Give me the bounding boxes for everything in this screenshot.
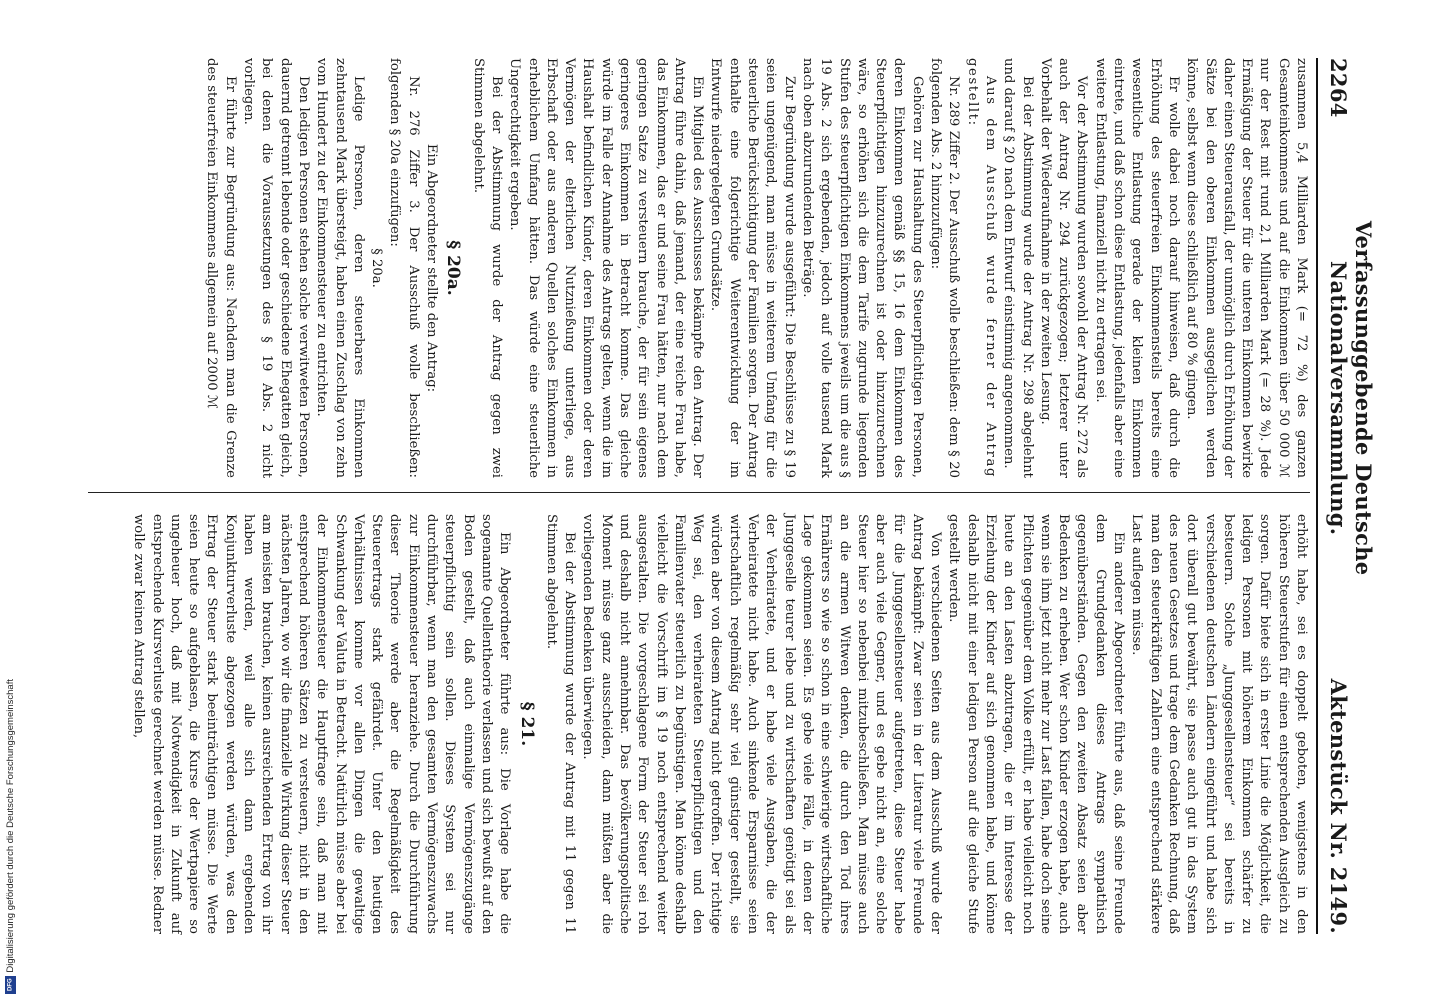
motion-text: Ledige Personen, deren steuerbares Einkommen zehntausend Mark übersteigt, haben einen Zuschlag von zehn vom Hundert zu der Einkommensteuer zu entrichten.	[314, 58, 366, 478]
paragraph: Ein anderer Abgeordneter führte aus, daß seine Freunde dem Grundgedanken dieses Antrags sympathisch gegenüberständen. Gegen den zweiten Absatz seien aber Bedenken zu erheben. Wer schon Kinder erzogen habe, auch wenn sie ihm jetzt nicht mehr zur Last fallen, habe doch seine Pflichten gegenüber dem Volke erfüllt, er habe vielleicht noch heute an den Lasten abzutragen, die er im Interesse der Erziehung der Kinder auf sich genommen habe, und könne deshalb nicht mit einer ledigen Person auf die gleiche Stufe gestellt werden.	[946, 514, 1127, 934]
column-divider	[88, 492, 1310, 493]
paragraph: Aus dem Ausschuß wurde ferner der Antrag gestellt:	[964, 58, 998, 478]
subsection-heading: § 20a.	[369, 248, 385, 288]
motion-text: Den ledigen Personen stehen solche verwitweten Personen, dauernd getrennt lebende oder geschiedene Ehegatten gleich, bei denen die Voraussetzungen des § 19 Abs. 2 nicht vorliegen.	[241, 58, 311, 478]
paragraph: Bei der Abstimmung wurde der Antrag gegen zwei Stimmen abgelehnt.	[470, 58, 504, 478]
page-title: Verfassunggebende Deutsche Nationalversammlung.	[1326, 220, 1376, 576]
page-header	[1326, 58, 1376, 934]
right-column	[129, 514, 1310, 934]
header-rule	[1316, 58, 1318, 934]
document-reference: Aktenstück Nr. 2149.	[1326, 678, 1351, 934]
page-number: 2264	[1326, 58, 1351, 118]
left-column	[202, 58, 1310, 478]
digitization-footer	[4, 606, 16, 994]
paragraph: Ein Abgeordneter führte aus: Die Vorlage habe die sogenannte Quellentheorie verlassen und sich bewußt auf den Boden gestellt, daß auch einmalige Vermögenszugänge steuerpflichtig sein sollen. Dieses System sei nur durchführbar, wenn man den gesamten Vermögenszuwachs zur Einkommensteuer heranziehe. Durch die Durchführung dieser Theorie werde aber die Regelmäßigkeit des Steuerertrags stark gefährdet. Unter den heutigen Verhältnissen komme vor allen Dingen die gewaltige Schwankung der Valuta in Betracht. Natürlich müsse aber bei der Einkommensteuer die Hauptfrage sein, daß man mit entsprechend höheren Sätzen zu versteuern, nicht in den nächsten Jahren, wo wir die finanzielle Wirkung dieser Steuer am meisten brauchen, keinen ausreichenden Ertrag von ihr haben werden, weil alle sich dann ergebenden Konjunkturverluste abgezogen werden würden, was den Ertrag der Steuer stark beeinträchtigen müsse. Die Werte seien heute so aufgeblasen, die Kurse der Wertpapiere so ungeheuer hoch, daß mit Notwendigkeit in Zukunft auf entsprechende Kursverluste gerechnet werden müsse. Redner wolle zwar keinen Antrag stellen,	[131, 514, 513, 934]
paragraph: Von verschiedenen Seiten aus dem Ausschuß wurde der Antrag bekämpft: Zwar seien in der Literatur viele Freunde für die Junggesellensteuer aufgetreten, diese Steuer habe aber auch viele Gegner, und es gebe nicht an, eine solche Steuer hier so nebenbei mitzubeschließen. Man müsse auch an die armen Witwen denken, die durch den Tod ihres Ernährers so wie so schon in eine schwierige wirtschaftliche Lage gekommen seien. Es gebe viele Fälle, in denen der Junggeselle teurer lebe und zu wirtschaften genötigt sei als der Verheiratete, und er habe viele Ausgaben, die der Verheiratete nicht habe. Auch sinkende Ersparnisse seien wirtschaftlich regelmäßig sehr viel günstiger gestellt, sie würden aber von diesem Antrag nicht getroffen. Der richtige Weg sei, den verheirateten Steuerpflichtigen und den Familienvater steuerlich zu begünstigen. Man könne deshalb vielleicht die Vorschrift im § 19 noch entsprechend weiter ausgestalten. Die vorgeschlagene Form der Steuer sei roh und deshalb nicht annehmbar. Das bevölkerungspolitische Moment müsse ganz ausscheiden, dann müßten aber die vorliegenden Bedenken überwiegen.	[580, 514, 944, 934]
motion-paragraph: Nr. 289 Ziffer 2. Der Ausschuß wolle beschließen: dem § 20 folgenden Abs. 2 hinzuzufügen:	[928, 58, 962, 478]
motion-paragraph: Nr. 276 Ziffer 3. Der Ausschuß wolle beschließen: folgenden § 20a einzufügen:	[387, 58, 421, 478]
dfg-logo: DFG	[5, 976, 16, 994]
paragraph: Bei der Abstimmung wurde der Antrag mit 11 gegen 11 Stimmen abgelehnt.	[543, 514, 578, 934]
paragraph: Bei der Abstimmung wurde der Antrag Nr. 298 abgelehnt und darauf § 20 nach dem Entwurf einstimmig angenommen.	[1001, 58, 1035, 478]
paragraph: Er wolle dabei noch darauf hinweisen, daß durch die Erhöhung des steuerfreien Einkommensteils bereits eine wesentliche Entlastung gerade der kleinen Einkommen eintrete, und daß schon diese Entlastung, jedenfalls aber eine weitere Entlastung, finanziell nicht zu ertragen sei.	[1092, 58, 1181, 478]
motion-text: Gehören zur Haushaltung des Steuerpflichtigen Personen, deren Einkommen gemäß §§ 15, 16 dem Einkommen des Steuerpflichtigen hinzuzurechnen ist oder hinzuzurechnen wäre, so erhöhen sich die dem Tarife zugrunde liegenden Stufen des steuerpflichtigen Einkommens jeweils um die aus § 19 Abs. 2 sich ergebenden, jedoch auf volle tausend Mark nach oben abzurundenden Beträge.	[799, 58, 925, 478]
paragraph: Zur Begründung wurde ausgeführt: Die Beschlüsse zu § 19 seien ungenügend, man müsse in weiterem Umfang für die steuerliche Berücksichtigung der Familien sorgen. Der Antrag enthalte eine folgerichtige Weiterentwicklung der im Entwurfe niedergelegten Grundsätze.	[708, 58, 797, 478]
section-heading: § 20a.	[443, 240, 464, 296]
paragraph: erhöht habe, sei es doppelt geboten, wenigstens in den höheren Steuerstufen für einen entsprechenden Ausgleich zu sorgen. Dafür biete sich in erster Linie die Möglichkeit, die ledigen Personen mit höherem Einkommen schärfer zu besteuern. Solche „Junggesellensteuer“ sei bereits in verschiedenen deutschen Ländern eingeführt und habe sich dort überall gut bewährt, sie passe auch gut in das System des neuen Gesetzes und trage dem Gedanken Rechnung, daß man den steuerkräftigen Zahlern eine entsprechend stärkere Last auflegen müsse.	[1129, 514, 1309, 934]
paragraph: Vor der Abstimmung wurden sowohl der Antrag Nr. 272 als auch der Antrag Nr. 294 zurückgezogen; letzterer unter Vorbehalt der Wiederaufnahme in der zweiten Lesung.	[1037, 58, 1090, 478]
paragraph: Ein Mitglied des Ausschusses bekämpfte den Antrag. Der Antrag führe dahin, daß jemand, der eine reiche Frau habe, das Einkommen, das er und seine Frau hätten, nur nach dem geringen Satze zu versteuern brauche, der für sein eigenes geringeres Einkommen in Betracht komme. Das gleiche würde im Falle der Annahme des Antrags gelten, wenn die im Haushalt befindlichen Kinder, deren Einkommen oder deren Vermögen der elterlichen Nutznießung unterliege, aus Erbschaft oder aus anderen Quellen solches Einkommen in erheblichem Umfang hätten. Das würde eine steuerliche Ungerechtigkeit ergeben.	[507, 58, 706, 478]
section-heading: § 21.	[516, 701, 537, 747]
paragraph: Er führte zur Begründung aus: Nachdem man die Grenze des steuerfreien Einkommens allgemein auf 2000 ℳ	[204, 58, 238, 478]
paragraph: Ein Abgeordneter stellte den Antrag:	[424, 143, 440, 393]
paragraph: zusammen 5,4 Milliarden Mark (= 72 %) des ganzen Gesamteinkommens und auf die Einkommen über 50 000 ℳ nur der Rest mit rund 2,1 Milliarden Mark (= 28 %). Jede Ermäßigung der Steuer für die unteren Einkommen bewirke daher einen Steuerausfall, der unmöglich durch Erhöhung der Sätze bei den oberen Einkommen ausgeglichen werden könne, selbst wenn diese schließlich auf 80 % gingen.	[1184, 58, 1309, 478]
digitization-note: Digitalisierung gefördert durch die Deutsche Forschungsgemeinschaft	[4, 679, 16, 973]
